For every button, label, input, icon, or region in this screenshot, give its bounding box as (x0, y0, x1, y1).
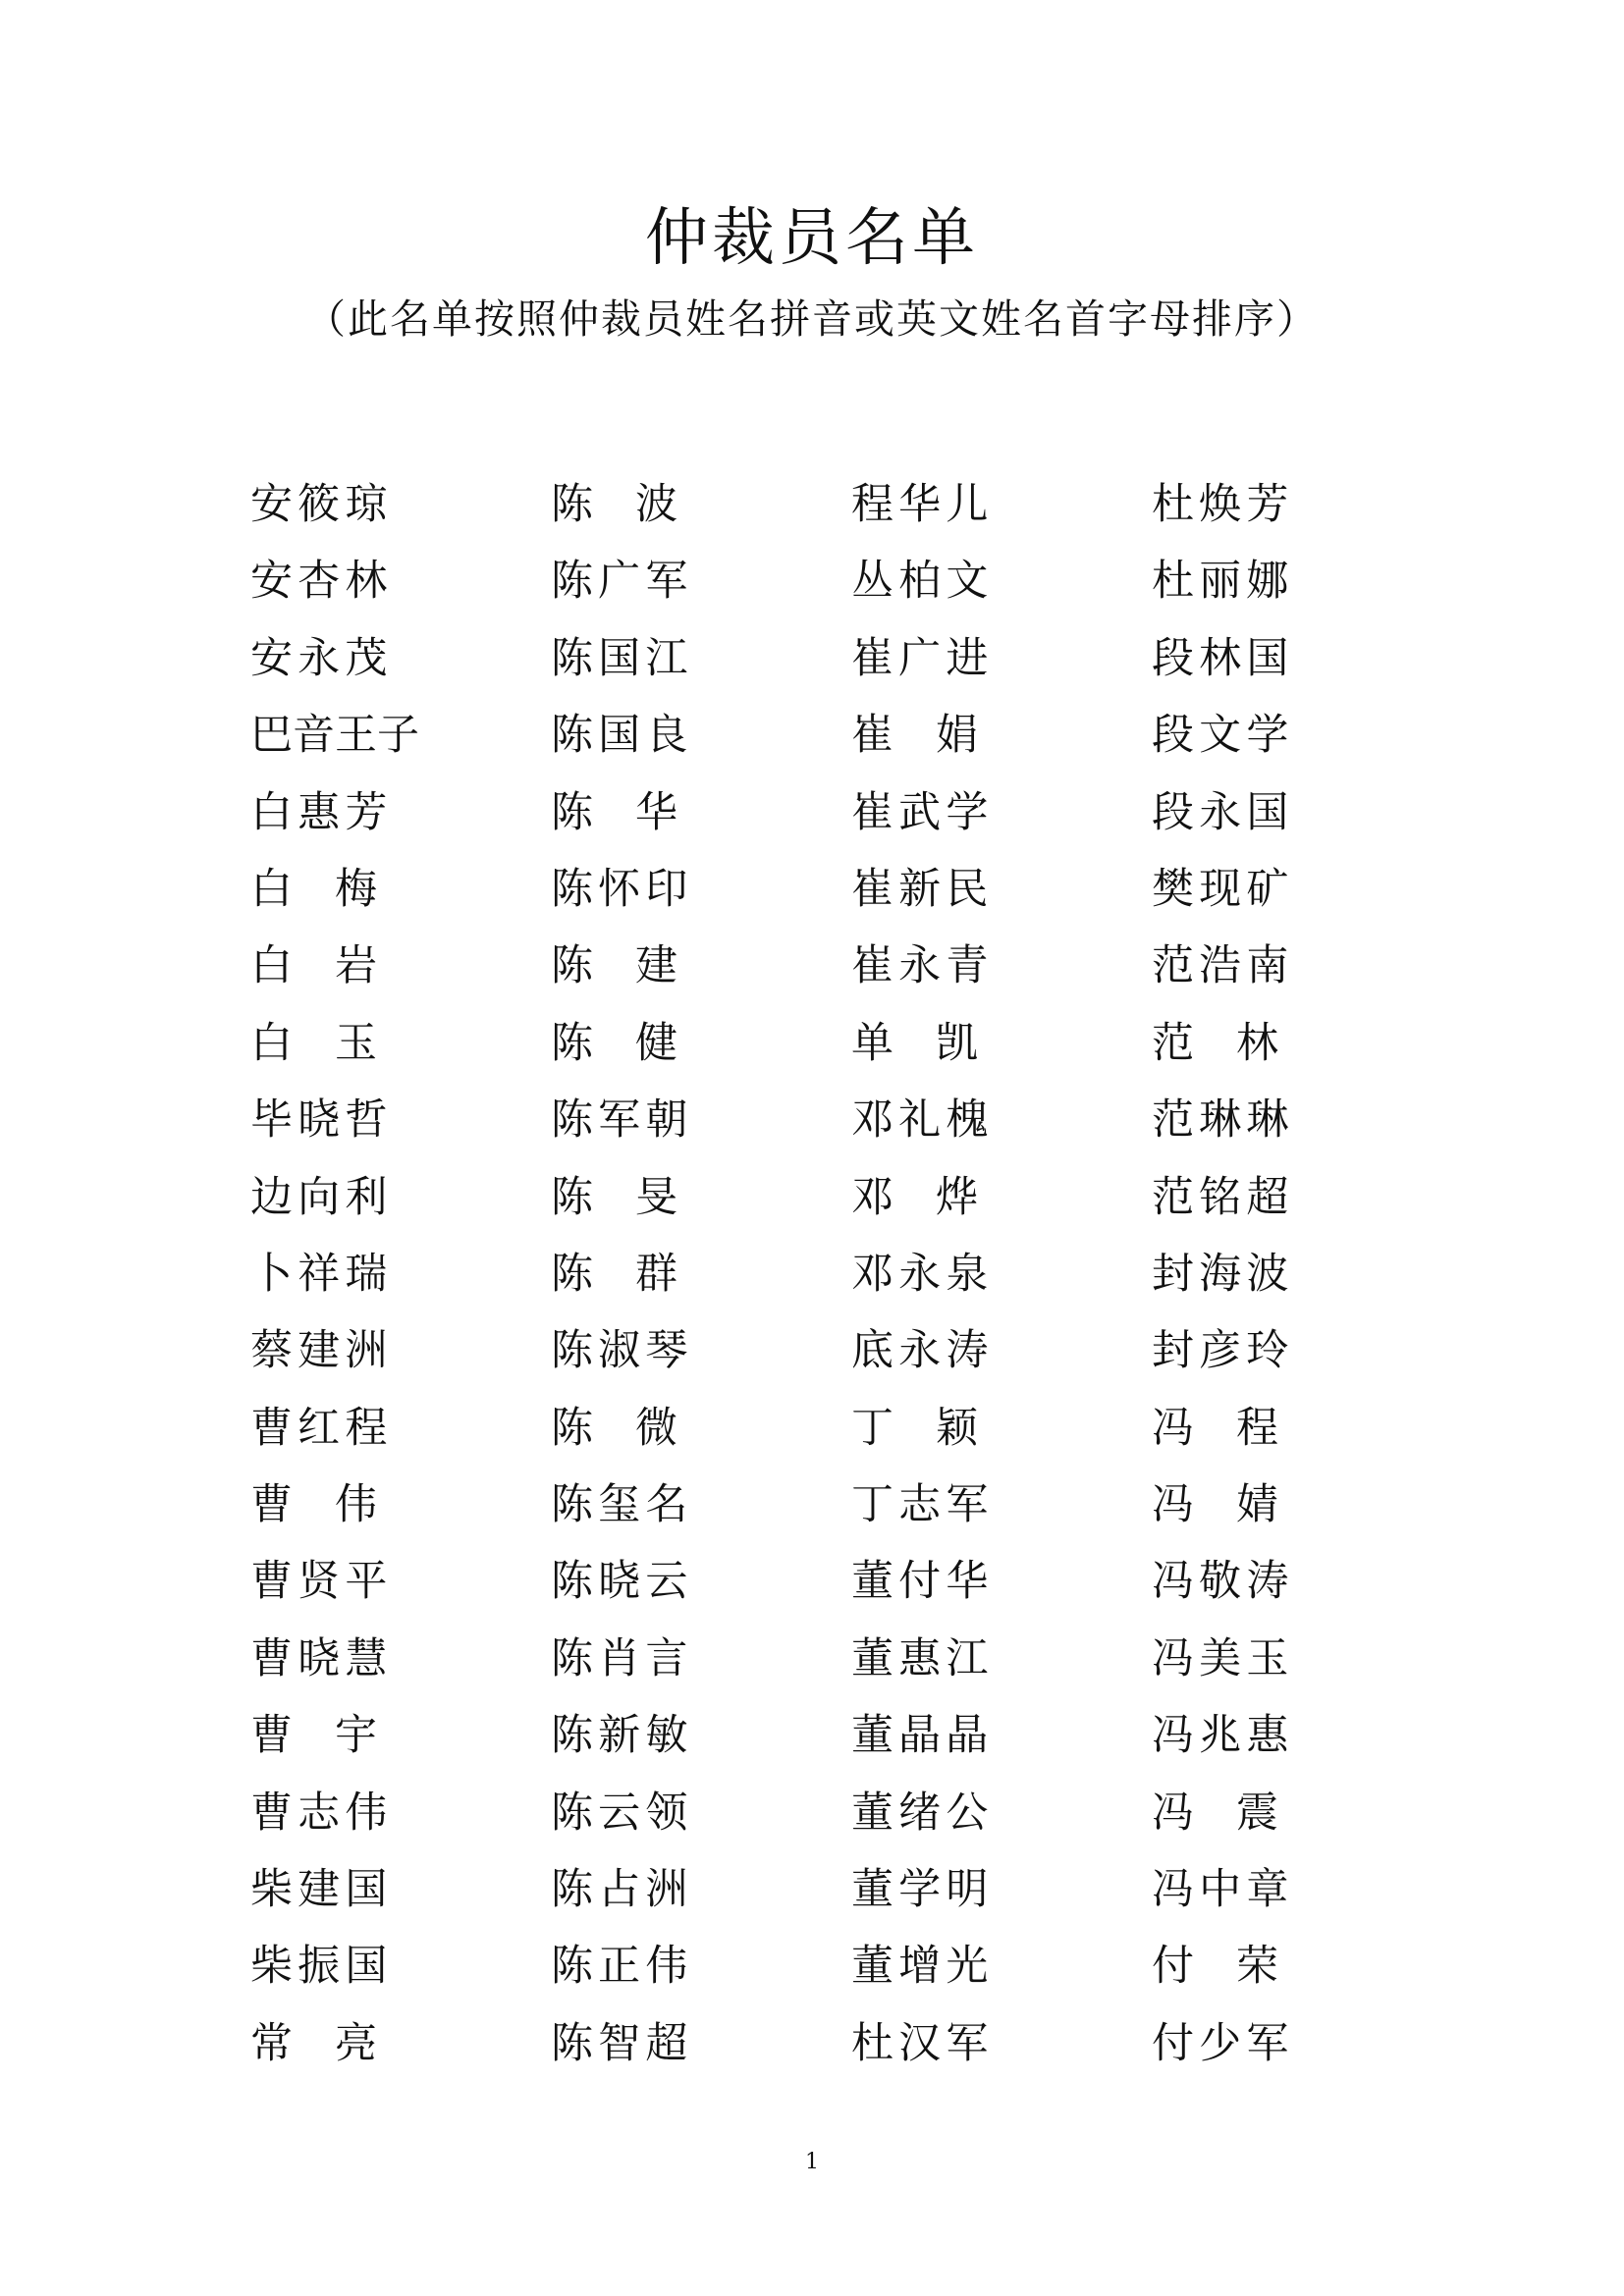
arbitrator-name: 白惠芳 (250, 787, 393, 837)
arbitrator-name: 冯 震 (1152, 1788, 1278, 1838)
arbitrator-name: 单 凯 (851, 1018, 978, 1068)
arbitrator-name: 安筱琼 (250, 480, 393, 529)
arbitrator-name: 陈广军 (551, 557, 693, 607)
arbitrator-name: 董学明 (851, 1865, 994, 1915)
arbitrator-name: 陈玺名 (551, 1480, 693, 1530)
arbitrator-name: 封彦玲 (1152, 1326, 1294, 1376)
arbitrator-name: 陈新敏 (551, 1711, 693, 1761)
arbitrator-name: 杜焕芳 (1152, 480, 1294, 529)
arbitrator-name: 董增光 (851, 1942, 994, 1992)
arbitrator-name: 杜汉军 (851, 2018, 994, 2068)
arbitrator-name: 杜丽娜 (1152, 557, 1294, 607)
arbitrator-name: 柴振国 (250, 1942, 393, 1992)
arbitrator-name: 陈军朝 (551, 1095, 693, 1146)
arbitrator-name: 段文学 (1152, 711, 1294, 761)
arbitrator-name: 巴音王子 (250, 711, 419, 761)
arbitrator-name: 陈正伟 (551, 1942, 693, 1992)
arbitrator-name: 董绪公 (851, 1788, 994, 1838)
arbitrator-name: 常 亮 (250, 2018, 377, 2068)
arbitrator-name: 边向利 (250, 1172, 393, 1222)
arbitrator-name: 卜祥瑞 (250, 1249, 393, 1299)
arbitrator-name: 邓礼槐 (851, 1095, 994, 1146)
arbitrator-name: 陈 建 (551, 941, 677, 991)
arbitrator-name: 曹志伟 (250, 1788, 393, 1838)
arbitrator-name: 范 林 (1152, 1018, 1278, 1068)
arbitrator-name: 冯兆惠 (1152, 1711, 1294, 1761)
arbitrator-name: 陈 健 (551, 1018, 677, 1068)
arbitrator-name: 陈国江 (551, 633, 693, 683)
arbitrator-name: 蔡建洲 (250, 1326, 393, 1376)
arbitrator-name: 安杏林 (250, 557, 393, 607)
arbitrator-name: 曹晓慧 (250, 1633, 393, 1683)
arbitrator-name: 崔新民 (851, 864, 994, 914)
arbitrator-name: 陈 旻 (551, 1172, 677, 1222)
arbitrator-name: 董惠江 (851, 1633, 994, 1683)
arbitrator-name: 柴建国 (250, 1865, 393, 1915)
page-title: 仲裁员名单 (645, 202, 979, 275)
arbitrator-name: 陈怀印 (551, 864, 693, 914)
arbitrator-name: 董晶晶 (851, 1711, 994, 1761)
arbitrator-name: 陈云领 (551, 1788, 693, 1838)
arbitrator-name: 封海波 (1152, 1249, 1294, 1299)
arbitrator-name: 冯中章 (1152, 1865, 1294, 1915)
arbitrator-name: 白 玉 (250, 1018, 377, 1068)
arbitrator-name: 丁志军 (851, 1480, 994, 1530)
arbitrator-name: 冯 婧 (1152, 1480, 1278, 1530)
arbitrator-name: 程华儿 (851, 480, 994, 529)
arbitrator-name: 冯美玉 (1152, 1633, 1294, 1683)
arbitrator-name: 陈 华 (551, 787, 677, 837)
arbitrator-name: 底永涛 (851, 1326, 994, 1376)
arbitrator-name: 丛柏文 (851, 557, 994, 607)
arbitrator-name: 樊现矿 (1152, 864, 1294, 914)
arbitrator-name: 范浩南 (1152, 941, 1294, 991)
arbitrator-name: 陈 波 (551, 480, 677, 529)
arbitrator-name: 崔永青 (851, 941, 994, 991)
arbitrator-name: 白 梅 (250, 864, 377, 914)
arbitrator-name: 崔武学 (851, 787, 994, 837)
arbitrator-name: 段永国 (1152, 787, 1294, 837)
arbitrator-name: 邓 烨 (851, 1172, 978, 1222)
arbitrator-name: 董付华 (851, 1557, 994, 1607)
arbitrator-name: 丁 颖 (851, 1403, 978, 1453)
arbitrator-name: 安永茂 (250, 633, 393, 683)
arbitrator-name: 付 荣 (1152, 1942, 1278, 1992)
arbitrator-name: 毕晓哲 (250, 1095, 393, 1146)
arbitrator-name: 冯敬涛 (1152, 1557, 1294, 1607)
arbitrator-name: 白 岩 (250, 941, 377, 991)
arbitrator-name: 范铭超 (1152, 1172, 1294, 1222)
arbitrator-name: 冯 程 (1152, 1403, 1278, 1453)
arbitrator-name: 陈晓云 (551, 1557, 693, 1607)
arbitrator-name: 曹 宇 (250, 1711, 377, 1761)
arbitrator-name: 陈 微 (551, 1403, 677, 1453)
arbitrator-name: 段林国 (1152, 633, 1294, 683)
arbitrator-name: 邓永泉 (851, 1249, 994, 1299)
arbitrator-name: 崔广进 (851, 633, 994, 683)
page-number: 1 (805, 2150, 819, 2174)
arbitrator-name: 曹贤平 (250, 1557, 393, 1607)
arbitrator-name: 陈国良 (551, 711, 693, 761)
arbitrator-name: 陈 群 (551, 1249, 677, 1299)
arbitrator-name: 陈智超 (551, 2018, 693, 2068)
arbitrator-name: 崔 娟 (851, 711, 978, 761)
arbitrator-name: 陈占洲 (551, 1865, 693, 1915)
page-subtitle: （此名单按照仲裁员姓名拼音或英文姓名首字母排序） (305, 295, 1319, 343)
arbitrator-name: 陈淑琴 (551, 1326, 693, 1376)
arbitrator-name-list (250, 466, 1452, 2082)
arbitrator-name: 陈肖言 (551, 1633, 693, 1683)
arbitrator-name: 付少军 (1152, 2018, 1294, 2068)
arbitrator-name: 曹 伟 (250, 1480, 377, 1530)
arbitrator-name: 范琳琳 (1152, 1095, 1294, 1146)
arbitrator-name: 曹红程 (250, 1403, 393, 1453)
